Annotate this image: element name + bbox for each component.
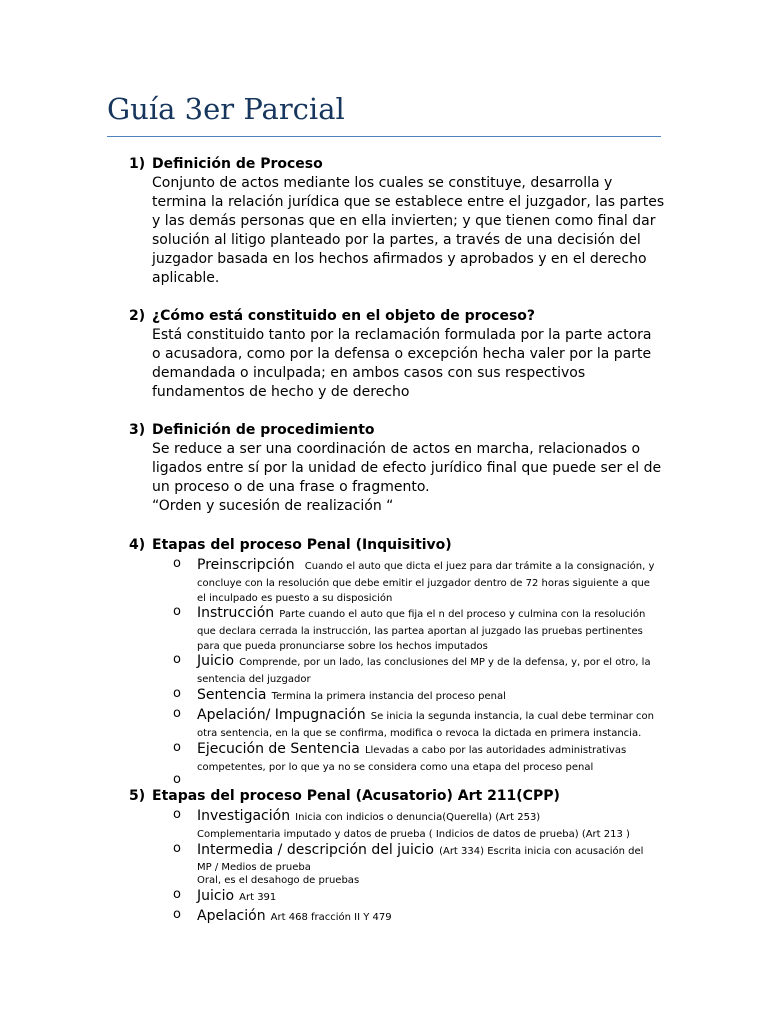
- list-item: [129, 886, 669, 906]
- bullet-marker: o: [173, 907, 181, 922]
- section-3-number: 3): [129, 422, 146, 438]
- section-1-body: [129, 174, 669, 288]
- section-5-heading: [129, 787, 669, 806]
- list-item: [129, 651, 669, 685]
- stage-term: Ejecución de Sentencia: [197, 741, 360, 757]
- list-item: [129, 705, 669, 739]
- stage-description: Art 391: [239, 892, 277, 903]
- stage-list: [129, 806, 669, 926]
- list-item: [129, 806, 669, 840]
- section-5-number: 5): [129, 788, 146, 804]
- stage-term: Sentencia: [197, 687, 267, 703]
- list-item: [129, 739, 669, 771]
- paragraph-line: juzgador basada en los hechos afirmados y aprobados y en el derecho: [152, 251, 647, 267]
- stage-description: otra sentencia, en la que se confirma, modifica o revoca la dictada en primera instancia.: [197, 728, 642, 739]
- bullet-marker: o: [173, 740, 181, 755]
- paragraph-line: o acusadora, como por la defensa o excepción hecha valer por la parte: [152, 346, 652, 362]
- stage-term: Juicio: [197, 653, 235, 669]
- bullet-marker: o: [173, 887, 181, 902]
- stage-description: Comprende, por un lado, las conclusiones del MP y de la defensa, y, por el otro, la: [239, 657, 651, 668]
- paragraph-line: y las demás personas que en ella invierten; y que tienen como final dar: [152, 213, 656, 229]
- page-title: Guía 3er Parcial: [107, 92, 345, 126]
- bullet-marker: o: [173, 652, 181, 667]
- section-2-title: ¿Cómo está constituido en el objeto de proceso?: [152, 308, 536, 324]
- stage-description: para que pueda pronunciarse sobre los hechos imputados: [197, 641, 488, 652]
- paragraph-line: solución al litigo planteado por la partes, a través de una decisión del: [152, 232, 641, 248]
- paragraph-line: aplicable.: [152, 270, 220, 286]
- section-3-heading: [129, 421, 669, 440]
- section-3-body: [129, 440, 669, 516]
- section-1-heading: [129, 155, 669, 174]
- paragraph-line: termina la relación jurídica que se establece entre el juzgador, las partes: [152, 194, 665, 210]
- paragraph-line: fundamentos de hecho y de derecho: [152, 384, 410, 400]
- bullet-marker: o: [173, 604, 181, 619]
- section-4-heading: [129, 536, 669, 555]
- bullet-marker: o: [173, 686, 181, 701]
- section-1: [129, 155, 669, 288]
- title-underline: [107, 136, 661, 137]
- stage-term: Juicio: [197, 888, 235, 904]
- stage-term: Instrucción: [197, 605, 275, 621]
- stage-description: (Art 334) Escrita inicia con acusación del: [439, 846, 644, 857]
- bullet-marker: o: [173, 706, 181, 721]
- stage-description: Complementaria imputado y datos de prueba ( Indicios de datos de prueba) (Art 213 ): [197, 829, 630, 840]
- stage-description: Termina la primera instancia del proceso penal: [271, 691, 506, 702]
- stage-description: que declara cerrada la instrucción, las partea aportan al juzgado las pruebas pertinentes: [197, 626, 643, 637]
- paragraph-line: demandada o inculpada; en ambos casos con sus respectivos: [152, 365, 586, 381]
- stage-description: sentencia del juzgador: [197, 674, 311, 685]
- bullet-marker: o: [173, 841, 181, 856]
- bullet-marker: o: [173, 807, 181, 822]
- section-4-number: 4): [129, 537, 146, 553]
- paragraph-line: Se reduce a ser una coordinación de actos en marcha, relacionados o: [152, 441, 641, 457]
- stage-description: Art 468 fracción II Y 479: [270, 912, 392, 923]
- stage-description: MP / Medios de prueba: [197, 862, 311, 873]
- section-2-number: 2): [129, 308, 146, 324]
- section-4-title: Etapas del proceso Penal (Inquisitivo): [152, 537, 452, 553]
- section-4: [129, 536, 669, 789]
- paragraph-line: “Orden y sucesión de realización “: [152, 498, 394, 514]
- stage-description: Cuando el auto que dicta el juez para dar trámite a la consignación, y: [304, 561, 655, 572]
- paragraph-line: Conjunto de actos mediante los cuales se constituye, desarrolla y: [152, 175, 613, 191]
- list-item: [129, 840, 669, 886]
- section-3: [129, 421, 669, 516]
- stage-description: el inculpado es puesto a su disposición: [197, 593, 393, 604]
- stage-description: Oral, es el desahogo de pruebas: [197, 875, 360, 886]
- stage-description: competentes, por lo que ya no se considera como una etapa del proceso penal: [197, 762, 594, 773]
- stage-description: concluye con la resolución que debe emitir el juzgador dentro de 72 horas siguiente a que: [197, 578, 650, 589]
- section-3-title: Definición de procedimiento: [152, 422, 375, 438]
- stage-term: Intermedia / descripción del juicio: [197, 842, 434, 858]
- bullet-marker: o: [173, 772, 181, 787]
- section-1-number: 1): [129, 156, 146, 172]
- list-item: [129, 685, 669, 705]
- section-2: [129, 307, 669, 402]
- paragraph-line: ligados entre sí por la unidad de efecto jurídico final que puede ser el de: [152, 460, 662, 476]
- section-1-title: Definición de Proceso: [152, 156, 323, 172]
- stage-term: Apelación: [197, 908, 266, 924]
- paragraph-line: Está constituido tanto por la reclamación formulada por la parte actora: [152, 327, 652, 343]
- stage-description: Inicia con indicios o denuncia(Querella) (Art 253): [295, 812, 541, 823]
- stage-list: [129, 555, 669, 789]
- section-2-heading: [129, 307, 669, 326]
- list-item: [129, 603, 669, 651]
- section-2-body: [129, 326, 669, 402]
- bullet-marker: o: [173, 556, 181, 571]
- stage-term: Investigación: [197, 808, 291, 824]
- stage-term: Preinscripción: [197, 557, 295, 573]
- stage-description: Llevadas a cabo por las autoridades administrativas: [364, 745, 627, 756]
- stage-description: Se inicia la segunda instancia, la cual debe terminar con: [370, 711, 654, 722]
- section-5-title: Etapas del proceso Penal (Acusatorio) Art 211(CPP): [152, 788, 560, 804]
- list-item: [129, 906, 669, 926]
- section-5: [129, 787, 669, 926]
- stage-term: Apelación/ Impugnación: [197, 707, 366, 723]
- paragraph-line: un proceso o de una frase o fragmento.: [152, 479, 430, 495]
- stage-description: Parte cuando el auto que fija el n del proceso y culmina con la resolución: [279, 609, 646, 620]
- list-item: [129, 555, 669, 603]
